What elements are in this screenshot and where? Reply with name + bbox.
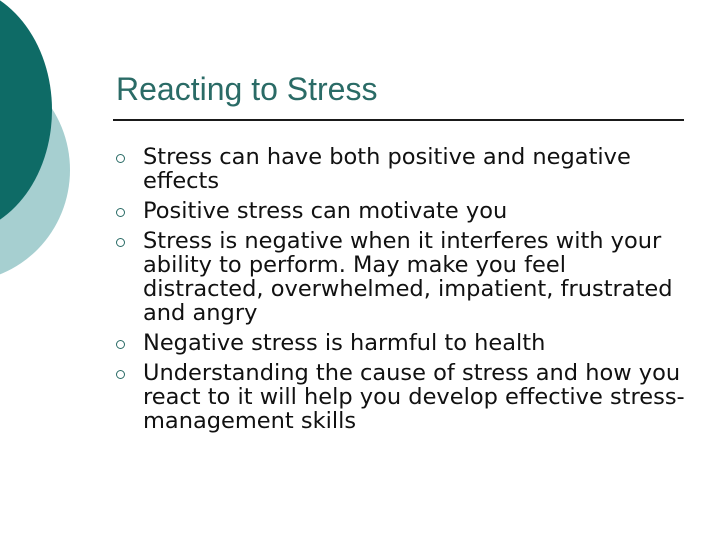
- bullet-text: Positive stress can motivate you: [143, 197, 508, 224]
- bullet-item: [112, 331, 692, 355]
- circle-bullet-icon: [112, 145, 132, 169]
- bullet-text: Understanding the cause of stress and how you react to it will help you develop effective stress-management skills: [143, 359, 685, 435]
- circle-bullet-icon: [112, 199, 132, 223]
- bullet-item: [112, 199, 692, 223]
- bullet-item: [112, 229, 692, 326]
- decorative-circles: [0, 0, 110, 290]
- circle-bullet-icon: [112, 361, 132, 385]
- title-underline: [113, 119, 684, 121]
- circle-bullet-icon: [112, 229, 132, 253]
- circle-bullet-icon: [112, 331, 132, 355]
- bullet-item: [112, 145, 692, 193]
- bullet-text: Stress can have both positive and negative effects: [143, 144, 631, 195]
- bullet-item: [112, 361, 692, 434]
- bullet-text: Stress is negative when it interferes with your ability to perform. May make you feel distracted, overwhelmed, impatient, frustrated and angry: [143, 227, 673, 327]
- slide-title: Reacting to Stress: [116, 71, 378, 107]
- bullet-list: [112, 145, 692, 439]
- bullet-text: Negative stress is harmful to health: [143, 329, 546, 356]
